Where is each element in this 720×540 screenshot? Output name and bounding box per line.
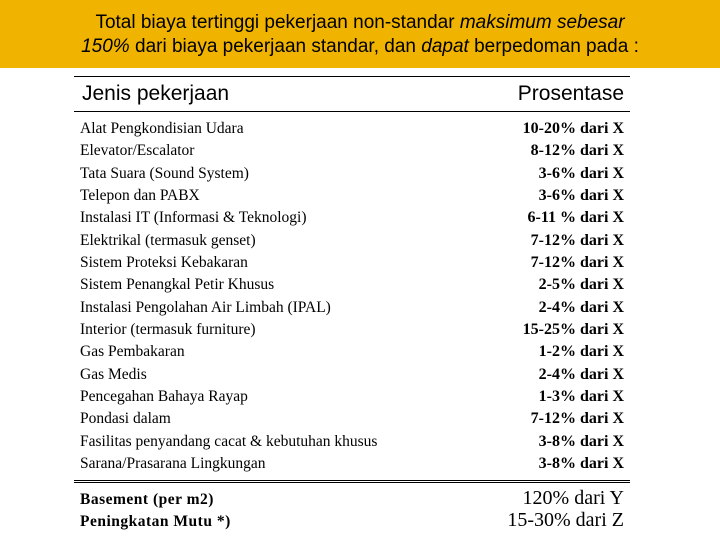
extra-row-name: Peningkatan Mutu *) [80,512,231,530]
row-name: Gas Medis [80,365,147,383]
table-body [74,112,630,480]
title-banner [0,0,720,68]
table-row [80,341,624,363]
row-percentage: 1-3% dari X [538,388,624,406]
extra-names [80,487,231,533]
row-name: Tata Suara (Sound System) [80,164,249,182]
table-row [80,408,624,430]
table-footer [74,483,630,533]
row-percentage: 15-25% dari X [522,321,624,339]
row-percentage: 3-6% dari X [538,187,624,205]
table-row [80,386,624,408]
row-name: Sarana/Prasarana Lingkungan [80,455,266,473]
row-name: Pondasi dalam [80,410,171,428]
extra-row-value: 15-30% dari Z [507,508,624,531]
table-row [80,453,624,475]
row-name: Gas Pembakaran [80,343,185,361]
row-name: Pencegahan Bahaya Rayap [80,388,248,406]
row-percentage: 2-5% dari X [538,276,624,294]
header-jenis: Jenis pekerjaan [82,82,230,105]
table-row [80,252,624,274]
table-row [80,297,624,319]
row-percentage: 10-20% dari X [522,120,624,137]
row-name: Interior (termasuk furniture) [80,321,256,339]
row-name: Alat Pengkondisian Udara [80,120,244,137]
table-row [80,319,624,341]
row-percentage: 1-2% dari X [538,343,624,361]
table-row [80,207,624,229]
banner-line-2: 150% dari biaya pekerjaan standar, dan dapat berpedoman pada : [81,36,639,57]
row-name: Fasilitas penyandang cacat & kebutuhan khusus [80,432,378,450]
table-row [80,118,624,140]
header-prosentase: Prosentase [517,82,624,105]
table-row [80,274,624,296]
table-row [80,140,624,162]
row-percentage: 2-4% dari X [538,365,624,383]
table-row [80,230,624,252]
table-row [80,163,624,185]
row-percentage: 3-6% dari X [538,164,624,182]
extra-row-value: 120% dari Y [522,486,624,509]
row-name: Sistem Penangkal Petir Khusus [80,276,275,294]
row-percentage: 6-11 % dari X [527,209,624,227]
extra-row-name: Basement (per m2) [80,490,214,508]
row-name: Elevator/Escalator [80,142,195,160]
extra-values [507,487,624,533]
row-percentage: 3-8% dari X [538,432,624,450]
table-row [80,364,624,386]
row-name: Elektrikal (termasuk genset) [80,231,256,249]
table-row [80,185,624,207]
row-percentage: 3-8% dari X [538,455,624,473]
row-name: Instalasi Pengolahan Air Limbah (IPAL) [80,298,331,316]
row-percentage: 7-12% dari X [530,410,624,428]
table-row [80,431,624,453]
row-name: Instalasi IT (Informasi & Teknologi) [80,209,307,227]
row-percentage: 8-12% dari X [530,142,624,160]
row-name: Sistem Proteksi Kebakaran [80,254,248,272]
row-percentage: 7-12% dari X [530,231,624,249]
row-name: Telepon dan PABX [80,187,200,205]
row-percentage: 7-12% dari X [530,254,624,272]
row-percentage: 2-4% dari X [538,298,624,316]
cost-table [74,76,630,533]
table-header [74,77,630,111]
banner-line-1: Total biaya tertinggi pekerjaan non-standar maksimum sebesar [95,12,625,33]
